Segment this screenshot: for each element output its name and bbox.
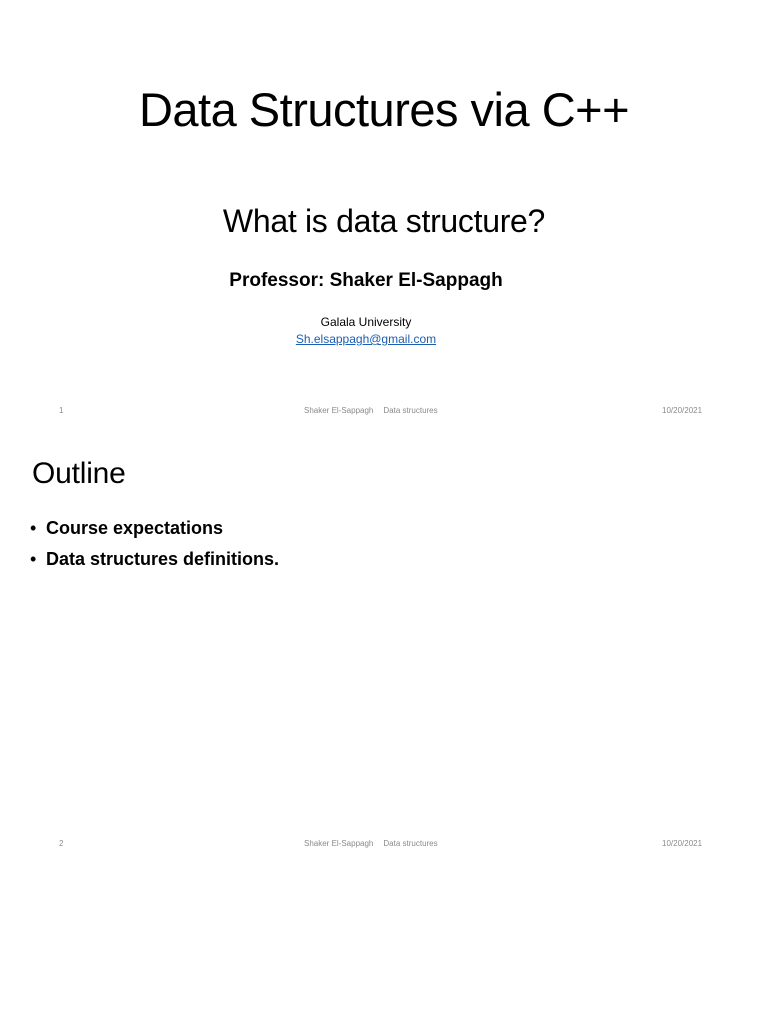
slide-footer	[0, 406, 768, 420]
outline-title: Outline	[32, 457, 126, 490]
bullet-icon: •	[30, 518, 37, 538]
slide-number: 1	[59, 406, 64, 415]
list-item	[30, 513, 279, 544]
slide-title: Data Structures via C++	[138, 83, 630, 136]
bullet-icon: •	[30, 549, 37, 569]
email-container	[0, 332, 732, 346]
footer-center	[304, 839, 438, 848]
slide-1	[0, 0, 768, 433]
footer-center	[304, 406, 438, 415]
footer-course: Data structures	[383, 839, 438, 848]
list-item	[30, 544, 279, 575]
footer-date: 10/20/2021	[662, 839, 703, 848]
bullet-text: Course expectations	[46, 518, 224, 538]
slide-subtitle: What is data structure?	[222, 203, 546, 239]
footer-author: Shaker El-Sappagh	[304, 406, 374, 415]
footer-date: 10/20/2021	[662, 406, 703, 415]
bullet-text: Data structures definitions.	[46, 549, 280, 569]
slide-footer	[0, 839, 768, 853]
university-name: Galala University	[320, 315, 412, 329]
footer-course: Data structures	[383, 406, 438, 415]
email-link[interactable]: Sh.elsappagh@gmail.com	[295, 332, 437, 346]
footer-author: Shaker El-Sappagh	[304, 839, 374, 848]
bullet-list	[30, 513, 279, 575]
slide-2	[0, 433, 768, 866]
professor-name: Professor: Shaker El-Sappagh	[229, 270, 503, 291]
slide-number: 2	[59, 839, 64, 848]
